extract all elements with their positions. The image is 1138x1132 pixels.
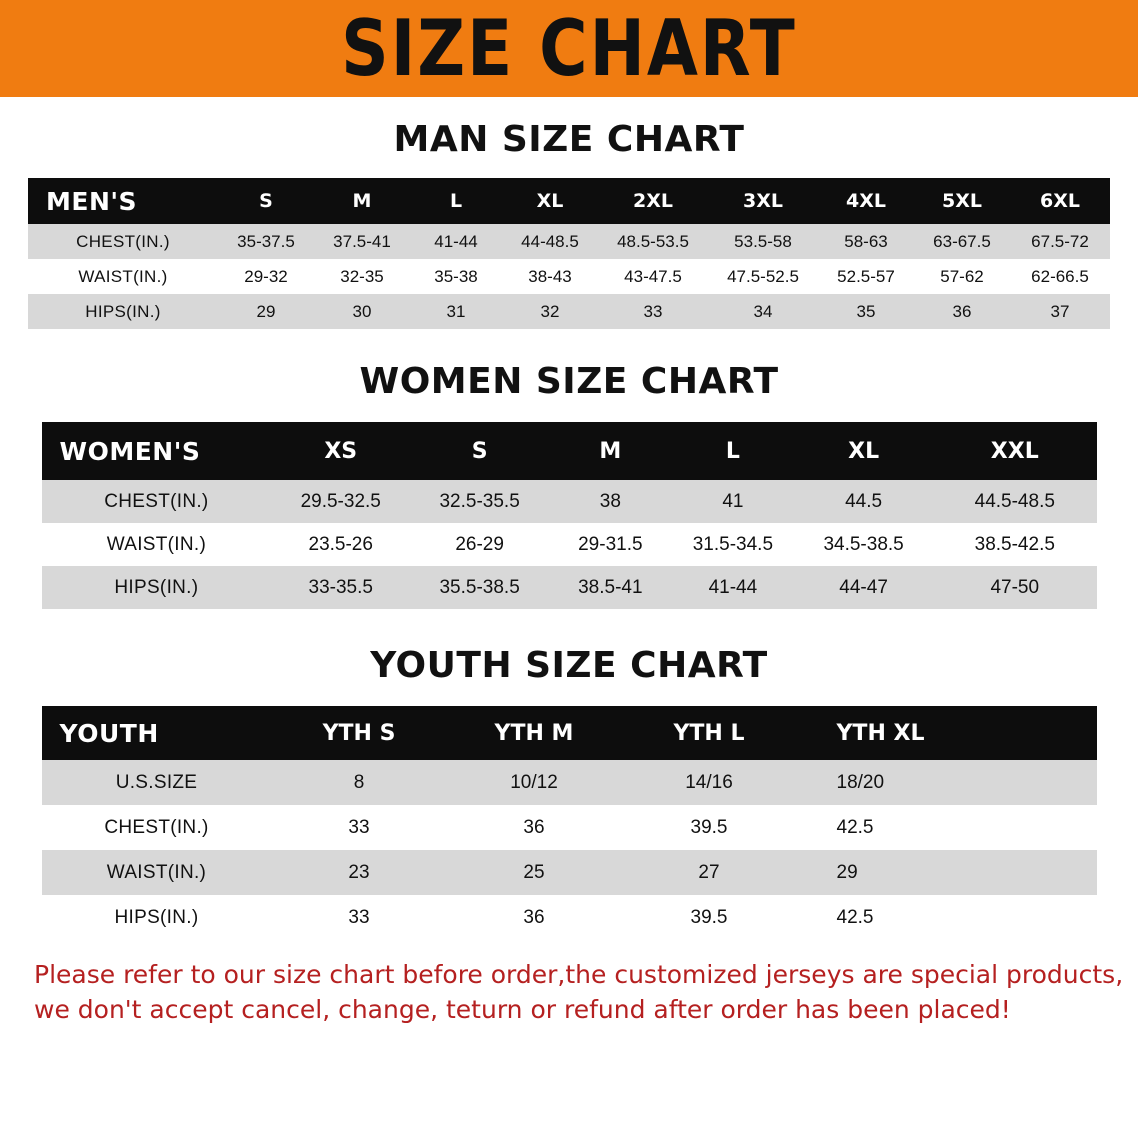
table-row [28,224,1110,259]
table-cell: 25 [447,850,622,895]
table-cell: 29-31.5 [549,523,672,566]
table-row [42,760,1097,805]
table-cell: 42.5 [797,895,1097,940]
table-cell: 36 [914,294,1010,329]
table-cell: 30 [314,294,410,329]
table-cell: 43-47.5 [598,259,708,294]
women-header-s: S [410,422,549,480]
table-cell: 33 [272,805,447,850]
table-row [28,294,1110,329]
men-header-m: M [314,178,410,224]
policy-note [34,958,1124,1027]
women-section-title: WOMEN SIZE CHART [359,361,779,402]
table-cell: 18/20 [797,760,1097,805]
table-cell: 33-35.5 [271,566,410,609]
men-header-s: S [218,178,314,224]
table-cell: 26-29 [410,523,549,566]
table-cell: 47-50 [933,566,1096,609]
table-row [42,895,1097,940]
table-cell: 41-44 [672,566,795,609]
table-cell: 29.5-32.5 [271,480,410,523]
men-header-5xl: 5XL [914,178,1010,224]
table-cell: 53.5-58 [708,224,818,259]
men-header-6xl: 6XL [1010,178,1110,224]
women-row-label-hips: HIPS(IN.) [42,566,272,609]
youth-header-s: YTH S [272,706,447,760]
table-cell: 47.5-52.5 [708,259,818,294]
men-row-label-chest: CHEST(IN.) [28,224,218,259]
table-cell: 34.5-38.5 [794,523,933,566]
page-title: SIZE CHART [341,2,797,94]
table-cell: 8 [272,760,447,805]
table-row [42,523,1097,566]
table-cell: 67.5-72 [1010,224,1110,259]
table-cell: 34 [708,294,818,329]
table-cell: 44-47 [794,566,933,609]
table-row [28,259,1110,294]
youth-section-title: YOUTH SIZE CHART [370,645,768,686]
table-cell: 39.5 [622,895,797,940]
youth-header-m: YTH M [447,706,622,760]
table-cell: 41 [672,480,795,523]
policy-note-line-2: we don't accept cancel, change, teturn or refund after order has been placed! [34,994,1011,1024]
table-cell: 58-63 [818,224,914,259]
men-header-l: L [410,178,502,224]
women-header-xxl: XXL [933,422,1096,480]
table-cell: 35-38 [410,259,502,294]
table-cell: 35 [818,294,914,329]
youth-row-label-chest: CHEST(IN.) [42,805,272,850]
women-header-m: M [549,422,672,480]
table-cell: 14/16 [622,760,797,805]
youth-row-label-waist: WAIST(IN.) [42,850,272,895]
table-cell: 32 [502,294,598,329]
table-row [42,566,1097,609]
table-cell: 44.5-48.5 [933,480,1096,523]
men-size-table [28,178,1110,329]
table-cell: 39.5 [622,805,797,850]
page-banner [0,0,1138,97]
table-cell: 29-32 [218,259,314,294]
table-cell: 38 [549,480,672,523]
men-header-3xl: 3XL [708,178,818,224]
table-row [42,480,1097,523]
table-cell: 23.5-26 [271,523,410,566]
table-cell: 44.5 [794,480,933,523]
youth-header-label: YOUTH [42,706,272,760]
men-header-label: MEN'S [28,178,218,224]
table-cell: 44-48.5 [502,224,598,259]
table-cell: 27 [622,850,797,895]
youth-size-table [42,706,1097,940]
table-cell: 38.5-42.5 [933,523,1096,566]
table-cell: 10/12 [447,760,622,805]
table-cell: 33 [272,895,447,940]
table-cell: 62-66.5 [1010,259,1110,294]
youth-table-header-row [42,706,1097,760]
man-section-title: MAN SIZE CHART [393,119,745,160]
men-header-xl: XL [502,178,598,224]
table-cell: 29 [797,850,1097,895]
table-cell: 38.5-41 [549,566,672,609]
youth-row-label-hips: HIPS(IN.) [42,895,272,940]
table-cell: 23 [272,850,447,895]
table-cell: 31 [410,294,502,329]
women-header-label: WOMEN'S [42,422,272,480]
table-cell: 31.5-34.5 [672,523,795,566]
table-cell: 33 [598,294,708,329]
table-cell: 52.5-57 [818,259,914,294]
table-cell: 63-67.5 [914,224,1010,259]
youth-header-l: YTH L [622,706,797,760]
men-header-4xl: 4XL [818,178,914,224]
table-cell: 38-43 [502,259,598,294]
table-cell: 37 [1010,294,1110,329]
table-cell: 35-37.5 [218,224,314,259]
women-row-label-chest: CHEST(IN.) [42,480,272,523]
table-cell: 32.5-35.5 [410,480,549,523]
table-cell: 37.5-41 [314,224,410,259]
table-cell: 32-35 [314,259,410,294]
table-cell: 36 [447,805,622,850]
women-row-label-waist: WAIST(IN.) [42,523,272,566]
men-header-2xl: 2XL [598,178,708,224]
table-row [42,850,1097,895]
women-header-xs: XS [271,422,410,480]
youth-row-label-ussize: U.S.SIZE [42,760,272,805]
table-cell: 29 [218,294,314,329]
table-row [42,805,1097,850]
table-cell: 36 [447,895,622,940]
men-row-label-hips: HIPS(IN.) [28,294,218,329]
women-header-xl: XL [794,422,933,480]
policy-note-line-1: Please refer to our size chart before order,the customized jerseys are special products, [34,960,1124,989]
women-header-l: L [672,422,795,480]
youth-header-xl: YTH XL [797,706,1097,760]
women-size-table [42,422,1097,609]
table-cell: 41-44 [410,224,502,259]
table-cell: 57-62 [914,259,1010,294]
men-table-header-row [28,178,1110,224]
table-cell: 48.5-53.5 [598,224,708,259]
table-cell: 35.5-38.5 [410,566,549,609]
men-row-label-waist: WAIST(IN.) [28,259,218,294]
women-table-header-row [42,422,1097,480]
table-cell: 42.5 [797,805,1097,850]
